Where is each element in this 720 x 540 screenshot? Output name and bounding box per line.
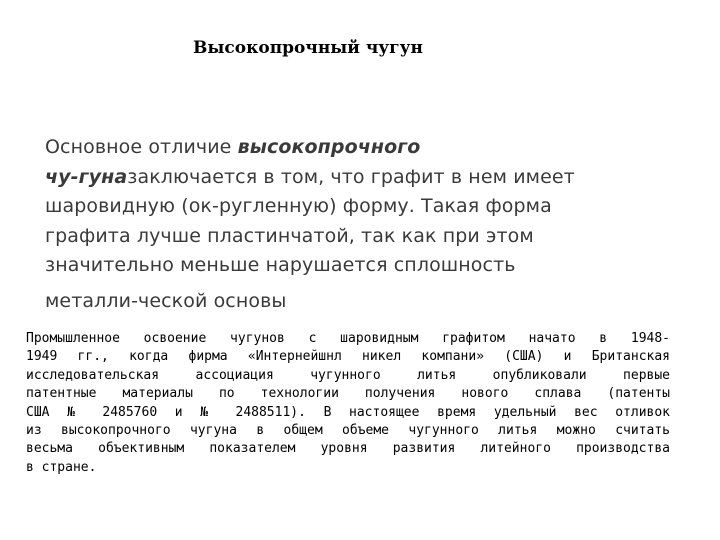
main-line-3: шаровидную (ок-ругленную) форму. Такая форма [45,195,552,217]
main-line-2-emphasis: чу-гуна [45,165,128,188]
main-line-2 [45,163,625,193]
main-line-1-text: Основное отличие [45,136,238,158]
main-line-1-emphasis: высокопрочного [237,136,421,158]
main-line-1 [45,133,625,163]
detail-line: исследовательская ассоциация чугунного литья опубликовали первые [26,367,670,383]
main-line-6: металли-ческой основы [45,289,287,312]
detail-line: из высокопрочного чугуна в общем объеме чугунного литья можно считать [26,423,670,439]
main-line-2-text: заключается в том, что графит в нем имеет [127,165,575,188]
detail-line: в стране. [26,459,97,475]
page-title: Высокопрочный чугун [193,38,423,58]
main-line-4: графита лучше пластинчатой, так как при этом [45,224,534,247]
detail-line: 1949 гг., когда фирма «Интернейшнл никел компани» (США) и Британская [26,349,670,365]
main-line-5: значительно меньше нарушается сплошность [45,254,516,276]
detail-line: весьма объективным показателем уровня развития литейного производства [26,441,670,457]
detail-line: Промышленное освоение чугунов с шаровидным графитом начато в 1948- [26,331,670,346]
detail-paragraph [26,330,670,477]
detail-line: патентные материалы по технологии получения нового сплава (патенты [26,386,670,402]
detail-line: США № 2485760 и № 2488511). В настоящее время удельный вес отливок [26,404,670,420]
main-paragraph [45,133,625,316]
